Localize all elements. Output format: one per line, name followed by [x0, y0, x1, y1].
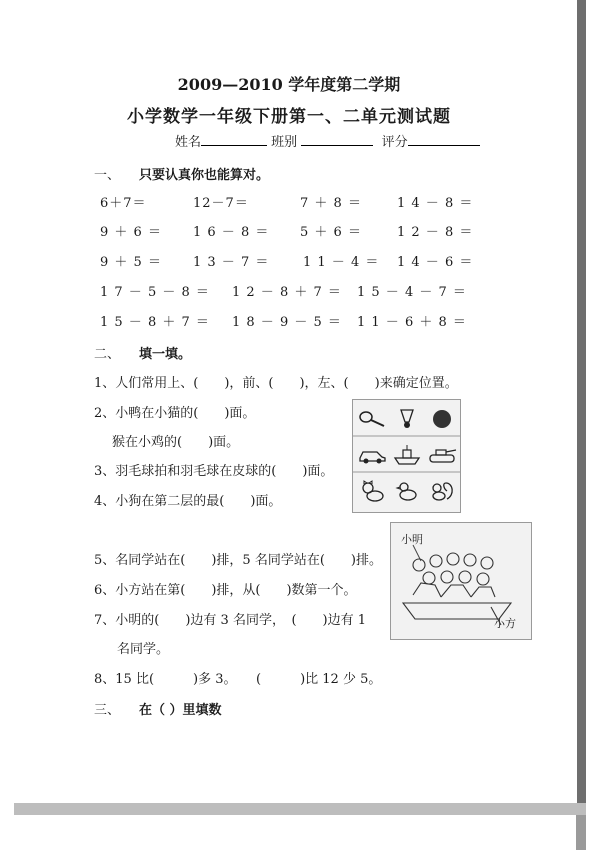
equation: 1 4 － 6 ＝ — [397, 255, 474, 270]
equation: 6＋7＝ — [100, 196, 147, 211]
equation: 1 1 － 6 ＋ 8 ＝ — [357, 315, 467, 330]
equation: 9 ＋ 5 ＝ — [100, 255, 162, 270]
student-info-line — [175, 131, 480, 150]
equation: 1 2 － 8 ＝ — [397, 225, 474, 240]
bottom-border-bar — [14, 803, 586, 815]
section2-title: 填一填。 — [139, 347, 192, 362]
section2-heading — [94, 343, 191, 362]
students-picture — [390, 522, 532, 640]
name-label: 姓名 — [175, 135, 202, 150]
page-title: 2009—2010 学年度第二学期 — [177, 75, 401, 94]
equation: 7 ＋ 8 ＝ — [300, 196, 362, 211]
equation: 1 4 － 8 ＝ — [397, 196, 474, 211]
equation: 12－7＝ — [193, 196, 249, 211]
equation: 9 ＋ 6 ＝ — [100, 225, 162, 240]
object-grid-picture — [352, 399, 461, 513]
xiaofang-label: 小方 — [494, 617, 516, 630]
equation: 1 6 － 8 ＝ — [193, 225, 270, 240]
equation: 1 3 － 7 ＝ — [193, 255, 270, 270]
score-blank[interactable] — [408, 133, 480, 146]
section1-number: 一、 — [94, 168, 121, 183]
question-2b: 猴在小鸡的( )面。 — [112, 435, 240, 450]
equation: 1 5 － 8 ＋ 7 ＝ — [100, 315, 210, 330]
students-drawing — [391, 523, 531, 639]
equation: 5 ＋ 6 ＝ — [300, 225, 362, 240]
right-border-bar — [577, 0, 586, 850]
class-label: 班别 — [271, 135, 298, 150]
question-8: 8、15 比( )多 3。 ( )比 12 少 5。 — [94, 672, 382, 687]
question-5: 5、名同学站在( )排，5 名同学站在( )排。 — [94, 553, 382, 568]
equation: 1 8 － 9 － 5 ＝ — [232, 315, 342, 330]
question-3: 3、羽毛球拍和羽毛球在皮球的( )面。 — [94, 464, 334, 479]
equation: 1 5 － 4 － 7 ＝ — [357, 285, 467, 300]
name-blank[interactable] — [201, 133, 267, 146]
corner-bar — [576, 815, 586, 850]
question-4: 4、小狗在第二层的最( )面。 — [94, 494, 282, 509]
section1-title: 只要认真你也能算对。 — [139, 168, 270, 183]
section2-number: 二、 — [94, 347, 121, 362]
equation: 1 7 － 5 － 8 ＝ — [100, 285, 210, 300]
page-subtitle: 小学数学一年级下册第一、二单元测试题 — [127, 107, 451, 127]
class-blank[interactable] — [301, 133, 373, 146]
equation: 1 1 － 4 ＝ — [303, 255, 380, 270]
equation: 1 2 － 8 ＋ 7 ＝ — [232, 285, 342, 300]
section3-title: 在（ ）里填数 — [139, 703, 222, 718]
question-2a: 2、小鸭在小猫的( )面。 — [94, 406, 256, 421]
question-6: 6、小方站在第( )排，从( )数第一个。 — [94, 583, 357, 598]
grid-lines — [353, 400, 460, 512]
question-1: 1、人们常用上、( )，前、( )，左、( )来确定位置。 — [94, 376, 458, 391]
section3-number: 三、 — [94, 703, 121, 718]
score-label: 评分 — [381, 135, 408, 150]
question-7a: 7、小明的( )边有 3 名同学， ( )边有 1 — [94, 613, 366, 628]
xiaoming-label: 小明 — [401, 533, 423, 546]
section3-heading — [94, 699, 222, 718]
section1-heading — [94, 164, 269, 183]
question-7b: 名同学。 — [117, 642, 170, 657]
